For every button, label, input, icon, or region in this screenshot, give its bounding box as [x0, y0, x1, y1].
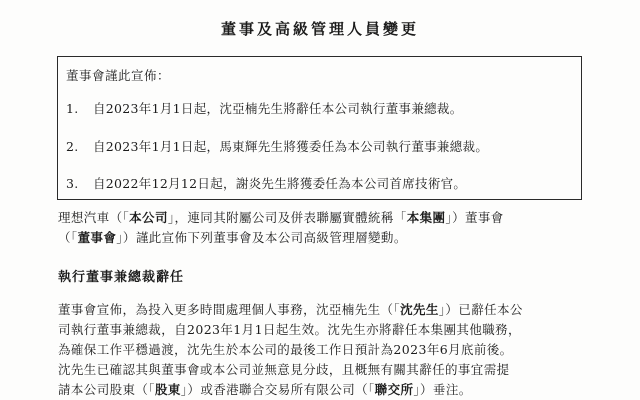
- text-run: 」，連同其附屬公司及併表聯屬實體統稱「: [167, 210, 407, 225]
- text-run: 」）或香港聯合交易所有限公司（「: [180, 382, 375, 397]
- text-run: 」）謹此宣佈下列董事會及本公司高級管理層變動。: [116, 230, 407, 245]
- section-paragraph: [58, 300, 588, 400]
- intro-paragraph: [58, 208, 588, 248]
- text-run: 理想汽車（「: [58, 210, 130, 225]
- list-item-text: 自2023年1月1日起，馬東輝先生將獲委任為本公司執行董事兼總裁。: [93, 139, 489, 154]
- paragraph-line: 司執行董事兼總裁，自2023年1月1日起生效。沈先生亦將辭任本集團其他職務，: [58, 322, 521, 337]
- defined-term: 董事會: [77, 230, 117, 245]
- defined-term: 沈先生: [400, 302, 439, 317]
- text-run: （「: [58, 230, 78, 245]
- text-run: 」）垂注。: [413, 382, 472, 397]
- paragraph-line: [58, 300, 588, 320]
- list-item: [66, 137, 488, 155]
- text-run: 董事會宣佈，為投入更多時間處理個人事務，沈亞楠先生（「: [58, 302, 401, 317]
- paragraph-line: [58, 208, 588, 228]
- box-intro: 董事會謹此宣佈：: [66, 68, 171, 83]
- paragraph-line: [58, 228, 588, 248]
- paragraph-line: 為確保工作平穩過渡，沈先生於本公司的最後工作日預計為2023年6月底前後。: [58, 342, 513, 357]
- list-item: [66, 174, 466, 192]
- defined-term: 本公司: [129, 210, 168, 225]
- text-run: 」）已辭任本公: [438, 302, 523, 317]
- list-item-text: 自2022年12月12日起，謝炎先生將獲委任為本公司首席技術官。: [93, 176, 467, 191]
- text-run: 」）董事會: [445, 210, 504, 225]
- list-item: [66, 99, 463, 117]
- list-item-number: 1.: [66, 101, 79, 116]
- list-item-number: 3.: [66, 176, 79, 191]
- announcement-box: [57, 56, 582, 200]
- paragraph-line: [58, 380, 588, 400]
- list-item-number: 2.: [66, 139, 79, 154]
- defined-term: 本集團: [406, 210, 446, 225]
- list-item-text: 自2023年1月1日起，沈亞楠先生將辭任本公司執行董事兼總裁。: [93, 101, 463, 116]
- text-run: 請本公司股東（「: [58, 382, 155, 397]
- defined-term: 股東: [154, 382, 181, 397]
- page-title: 董事及高級管理人員變更: [220, 20, 419, 38]
- paragraph-line: 沈先生已確認其與董事會或本公司並無意見分歧，且概無有關其辭任的事宜需提: [58, 362, 510, 377]
- section-heading: 執行董事兼總裁辭任: [58, 270, 185, 285]
- defined-term: 聯交所: [374, 382, 414, 397]
